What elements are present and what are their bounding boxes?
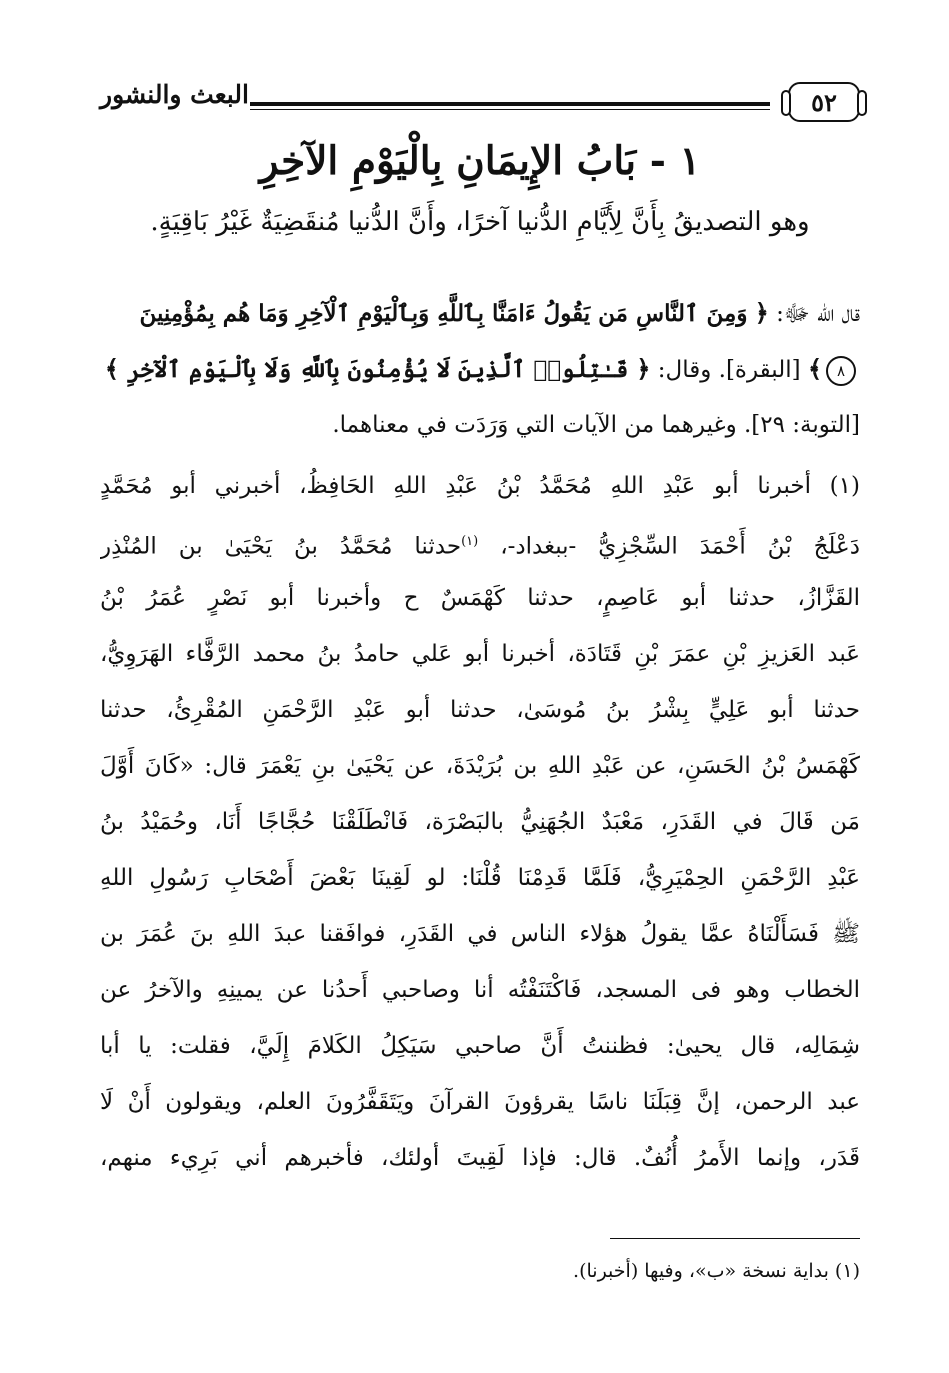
hadith-line-6: كَهْمَسُ بْنُ الحَسَنِ، عن عَبْدِ اللهِ بن بُرَيْدَةَ، عن يَحْيَىٰ بنِ يَعْمَرَ قال: «كَانَ أَوَّلَ (100, 753, 860, 779)
header-rule (250, 102, 770, 106)
hadith-line-1: (١) أخبرنا أبو عَبْدِ اللهِ مُحَمَّدُ بْنُ عَبْدِ اللهِ الحَافِظُ، أخبرني أبو مُحَمَّدٍ (100, 473, 860, 499)
hadith-line-5: حدثنا أبو عَلِيٍّ بِشْرُ بنُ مُوسَىٰ، حدثنا أبو عَبْدِ الرَّحْمَنِ المُقْرِئُ، حدثنا (100, 697, 860, 723)
quran-close-bracket-2: ﴾ (104, 354, 119, 383)
verse-number-marker: ٨ (826, 356, 856, 386)
chapter-title: ١ - بَابُ الإِيمَانِ بِالْيَوْمِ الآخِرِ (259, 138, 701, 184)
quran-verse-tawbah: قَـٰتِلُوا۟ ٱلَّذِينَ لَا يُؤْمِنُونَ بِٱللَّهِ وَلَا بِٱلْيَوْمِ ٱلْآخِرِ (118, 356, 637, 383)
hadith-line-4: عَبد العَزيزِ بْنِ عمَرَ بْنِ قَتَادَة، أخبرنا أبو عَلي حامدُ بنُ محمد الرَّفَّاء الهَرَوِيُّ، (100, 641, 860, 667)
book-title: البعث والنشور (100, 80, 249, 109)
hadith-line-12: عبد الرحمن، إنَّ قِبَلَنَا ناسًا يقرؤونَ القرآنَ ويَتَقَفَّرُونَ العلم، ويقولون أَنْ لَا (100, 1089, 860, 1115)
quran-citations (100, 285, 860, 453)
hadith-line-11: شِمَالِه، قال يحيىٰ: فظننتُ أَنَّ صاحبي سَيَكِلُ الكَلامَ إِلَيَّ، فقلت: يا أبا (100, 1033, 860, 1059)
running-header (100, 78, 860, 126)
book-page (100, 60, 860, 1320)
quran-verse-baqarah: وَمِنَ ٱلنَّاسِ مَن يَقُولُ ءَامَنَّا بِٱللَّهِ وَبِٱلْيَوْمِ ٱلْآخِرِ وَمَا هُم بِمُؤْمِنِينَ (139, 300, 748, 327)
hadith-line-13: قَدَر، وإنما الأَمرُ أُنُفٌ. قال: فإذا لَقِيتَ أولئك، فأخبرهم أني بَرِيء منهم، (100, 1145, 860, 1171)
footnote-reference: (١) (461, 534, 479, 549)
hadith-line-7: مَن قَالَ في القَدَرِ، مَعْبَدٌ الجُهَنِيُّ بالبَصْرَة، فَانْطَلَقْنَا حُجَّاجًا أَنَا، وحُمَيْدُ بنُ (100, 809, 860, 835)
quran-line-3: [التوبة: ٢٩]. وغيرهما من الآيات التي وَرَدَت في معناهما. (332, 412, 860, 438)
hadith-line-2 (100, 514, 860, 570)
hadith-text (100, 458, 860, 1186)
quran-reference-baqarah: [البقرة]. وقال: (650, 357, 808, 383)
quran-open-bracket: ﴿ (754, 298, 769, 327)
footnote: (١) بداية نسخة «ب»، وفيها (أخبرنا). (573, 1260, 860, 1282)
quran-line-2 (100, 341, 860, 397)
quran-line-1 (100, 285, 860, 341)
chapter-subtitle: وهو التصديقُ بِأَنَّ لِأَيَّامِ الدُّنيا آخرًا، وأَنَّ الدُّنيا مُنقَضِيَةٌ غَيْرُ بَاقِيَةٍ. (150, 207, 810, 237)
hadith-line-3: القَزَّازُ، حدثنا أبو عَاصِمٍ، حدثنا كَهْمَسٌ ح وأخبرنا أبو نَصْرٍ عُمَرُ بْنُ (100, 585, 860, 611)
hadith-line-9: ﷺ فَسَأَلْنَاهُ عمَّا يقولُ هؤلاء الناس في القَدَرِ، فوافَقنا عبدَ اللهِ بنَ عُمَرَ بن (100, 921, 860, 947)
page-number: ٥٢ (788, 82, 860, 122)
hadith-line-2-tail: حدثنا مُحَمَّدُ بنُ يَحْيَىٰ بن المُنْذِر (100, 533, 462, 560)
hadith-line-8: عَبْدِ الرَّحْمَنِ الحِمْيَرِيُّ، فَلَمَّا قَدِمْنَا قُلْنَا: لو لَقِينَا بَعْضَ أَصْحَابِ رَسُولِ اللهِ (100, 865, 860, 891)
quran-close-bracket: ﴾ (807, 354, 822, 383)
hadith-line-2-head: دَعْلَجُ بْنُ أَحْمَدَ السِّجْزِيُّ -ببغداد-، (500, 533, 860, 560)
footnote-divider (610, 1238, 860, 1239)
header-rule-thin (250, 109, 770, 110)
quran-intro: قال الله ﷻ: (768, 301, 860, 327)
quran-open-bracket-2: ﴿ (636, 354, 651, 383)
hadith-line-10: الخطاب وهو فى المسجد، فَاكْتَنَفْتُه أنا وصاحبي أَحدُنا عن يمينِهِ والآخرُ عن (100, 977, 860, 1003)
